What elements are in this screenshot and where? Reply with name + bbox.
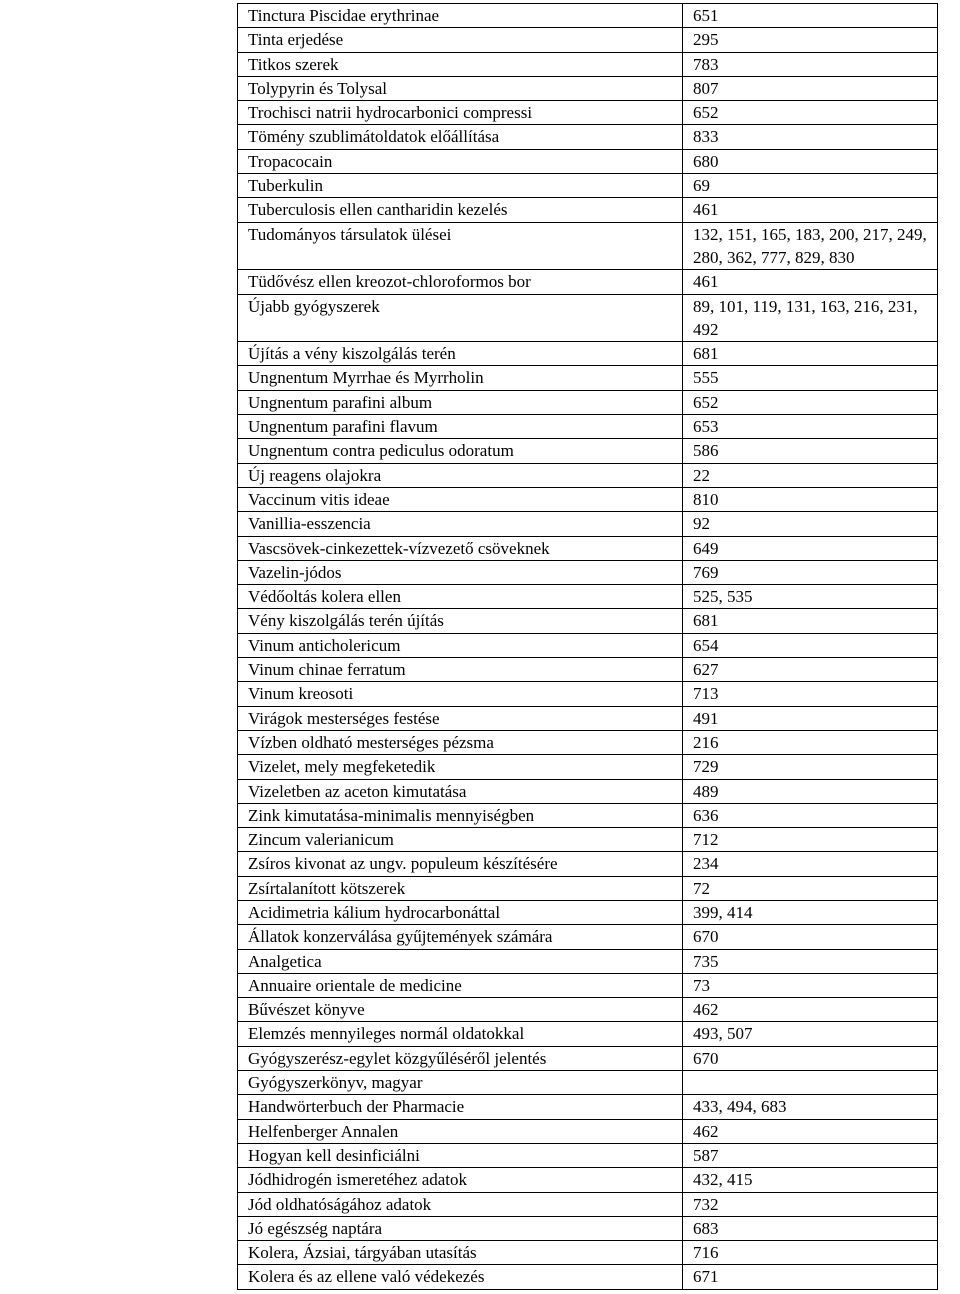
index-pages: 716 — [683, 1241, 938, 1265]
index-term: Újabb gyógyszerek — [238, 294, 683, 342]
index-term: Vinum anticholericum — [238, 633, 683, 657]
index-term: Tudományos társulatok ülései — [238, 222, 683, 270]
index-pages: 433, 494, 683 — [683, 1095, 938, 1119]
index-pages: 807 — [683, 76, 938, 100]
index-term: Jódhidrogén ismeretéhez adatok — [238, 1168, 683, 1192]
index-row — [238, 536, 938, 560]
index-term: Zincum valerianicum — [238, 828, 683, 852]
index-row — [238, 342, 938, 366]
index-term: Trochisci natrii hydrocarbonici compressi — [238, 101, 683, 125]
index-term: Vinum kreosoti — [238, 682, 683, 706]
index-term: Ungnentum Myrrhae és Myrrholin — [238, 366, 683, 390]
index-pages: 810 — [683, 487, 938, 511]
index-pages: 627 — [683, 658, 938, 682]
index-row — [238, 390, 938, 414]
index-term: Helfenberger Annalen — [238, 1119, 683, 1143]
index-term: Virágok mesterséges festése — [238, 706, 683, 730]
index-row — [238, 415, 938, 439]
index-row — [238, 609, 938, 633]
index-row — [238, 52, 938, 76]
index-term: Tinctura Piscidae erythrinae — [238, 4, 683, 28]
index-row — [238, 852, 938, 876]
index-row — [238, 294, 938, 342]
index-row — [238, 4, 938, 28]
index-term: Vascsövek-cinkezettek-vízvezető csöveknek — [238, 536, 683, 560]
index-pages: 555 — [683, 366, 938, 390]
index-row — [238, 149, 938, 173]
index-row — [238, 682, 938, 706]
index-term: Védőoltás kolera ellen — [238, 585, 683, 609]
index-pages — [683, 1071, 938, 1095]
index-term: Bűvészet könyve — [238, 998, 683, 1022]
index-term: Állatok konzerválása gyűjtemények számára — [238, 925, 683, 949]
index-row — [238, 222, 938, 270]
index-row — [238, 585, 938, 609]
index-term: Tuberculosis ellen cantharidin kezelés — [238, 198, 683, 222]
index-term: Vazelin-jódos — [238, 560, 683, 584]
index-row — [238, 366, 938, 390]
index-row — [238, 101, 938, 125]
index-row — [238, 463, 938, 487]
index-pages: 712 — [683, 828, 938, 852]
index-pages: 587 — [683, 1143, 938, 1167]
index-pages: 833 — [683, 125, 938, 149]
index-pages: 652 — [683, 390, 938, 414]
index-row — [238, 658, 938, 682]
index-pages: 636 — [683, 803, 938, 827]
index-table-body — [238, 4, 938, 1290]
index-row — [238, 1192, 938, 1216]
index-term: Annuaire orientale de medicine — [238, 973, 683, 997]
index-term: Jód oldhatóságához adatok — [238, 1192, 683, 1216]
subject-index-table — [237, 3, 938, 1290]
index-pages: 399, 414 — [683, 900, 938, 924]
index-pages: 491 — [683, 706, 938, 730]
index-pages: 783 — [683, 52, 938, 76]
index-term: Zsíros kivonat az ungv. populeum készítésére — [238, 852, 683, 876]
index-row — [238, 270, 938, 294]
index-pages: 295 — [683, 28, 938, 52]
index-pages: 462 — [683, 998, 938, 1022]
index-row — [238, 803, 938, 827]
index-row — [238, 1119, 938, 1143]
index-pages: 671 — [683, 1265, 938, 1289]
index-pages: 732 — [683, 1192, 938, 1216]
index-row — [238, 998, 938, 1022]
index-row — [238, 1071, 938, 1095]
index-pages: 72 — [683, 876, 938, 900]
index-term: Zsírtalanított kötszerek — [238, 876, 683, 900]
index-term: Handwörterbuch der Pharmacie — [238, 1095, 683, 1119]
index-term: Ungnentum contra pediculus odoratum — [238, 439, 683, 463]
index-term: Jó egészség naptára — [238, 1216, 683, 1240]
index-pages: 735 — [683, 949, 938, 973]
index-term: Analgetica — [238, 949, 683, 973]
index-row — [238, 706, 938, 730]
index-term: Kolera, Ázsiai, tárgyában utasítás — [238, 1241, 683, 1265]
index-row — [238, 1046, 938, 1070]
index-row — [238, 900, 938, 924]
index-term: Vaccinum vitis ideae — [238, 487, 683, 511]
index-row — [238, 1143, 938, 1167]
index-row — [238, 779, 938, 803]
index-term: Tuberkulin — [238, 174, 683, 198]
index-row — [238, 439, 938, 463]
index-row — [238, 633, 938, 657]
index-pages: 670 — [683, 925, 938, 949]
index-pages: 680 — [683, 149, 938, 173]
index-row — [238, 1168, 938, 1192]
index-row — [238, 1095, 938, 1119]
index-term: Tolypyrin és Tolysal — [238, 76, 683, 100]
index-pages: 69 — [683, 174, 938, 198]
index-pages: 683 — [683, 1216, 938, 1240]
index-term: Vízben oldható mesterséges pézsma — [238, 730, 683, 754]
index-pages: 586 — [683, 439, 938, 463]
index-row — [238, 1022, 938, 1046]
index-term: Elemzés mennyileges normál oldatokkal — [238, 1022, 683, 1046]
index-pages: 461 — [683, 198, 938, 222]
index-term: Gyógyszerész-egylet közgyűléséről jelentés — [238, 1046, 683, 1070]
index-pages: 651 — [683, 4, 938, 28]
index-pages: 653 — [683, 415, 938, 439]
index-pages: 489 — [683, 779, 938, 803]
index-term: Titkos szerek — [238, 52, 683, 76]
index-row — [238, 755, 938, 779]
index-pages: 132, 151, 165, 183, 200, 217, 249, 280, 362, 777, 829, 830 — [683, 222, 938, 270]
index-pages: 713 — [683, 682, 938, 706]
index-row — [238, 125, 938, 149]
index-row — [238, 560, 938, 584]
index-row — [238, 876, 938, 900]
index-row — [238, 198, 938, 222]
index-row — [238, 76, 938, 100]
index-pages: 681 — [683, 609, 938, 633]
index-pages: 525, 535 — [683, 585, 938, 609]
index-pages: 769 — [683, 560, 938, 584]
index-term: Kolera és az ellene való védekezés — [238, 1265, 683, 1289]
index-pages: 22 — [683, 463, 938, 487]
index-term: Vizelet, mely megfeketedik — [238, 755, 683, 779]
index-pages: 493, 507 — [683, 1022, 938, 1046]
index-term: Zink kimutatása-minimalis mennyiségben — [238, 803, 683, 827]
index-term: Hogyan kell desinficiálni — [238, 1143, 683, 1167]
index-pages: 652 — [683, 101, 938, 125]
index-pages: 234 — [683, 852, 938, 876]
index-row — [238, 1241, 938, 1265]
index-term: Vanillia-esszencia — [238, 512, 683, 536]
index-term: Ungnentum parafini flavum — [238, 415, 683, 439]
index-pages: 681 — [683, 342, 938, 366]
index-pages: 216 — [683, 730, 938, 754]
index-row — [238, 949, 938, 973]
index-row — [238, 730, 938, 754]
index-row — [238, 487, 938, 511]
index-row — [238, 973, 938, 997]
index-term: Vinum chinae ferratum — [238, 658, 683, 682]
index-pages: 461 — [683, 270, 938, 294]
index-row — [238, 828, 938, 852]
index-term: Tinta erjedése — [238, 28, 683, 52]
index-term: Tropacocain — [238, 149, 683, 173]
index-row — [238, 174, 938, 198]
index-term: Tüdővész ellen kreozot-chloroformos bor — [238, 270, 683, 294]
index-term: Tömény szublimátoldatok előállítása — [238, 125, 683, 149]
index-row — [238, 925, 938, 949]
index-row — [238, 512, 938, 536]
index-pages: 432, 415 — [683, 1168, 938, 1192]
index-term: Újítás a vény kiszolgálás terén — [238, 342, 683, 366]
index-row — [238, 1216, 938, 1240]
index-pages: 649 — [683, 536, 938, 560]
index-pages: 462 — [683, 1119, 938, 1143]
index-pages: 654 — [683, 633, 938, 657]
index-term: Ungnentum parafini album — [238, 390, 683, 414]
index-term: Acidimetria kálium hydrocarbonáttal — [238, 900, 683, 924]
index-term: Gyógyszerkönyv, magyar — [238, 1071, 683, 1095]
index-pages: 670 — [683, 1046, 938, 1070]
index-term: Vény kiszolgálás terén újítás — [238, 609, 683, 633]
index-term: Új reagens olajokra — [238, 463, 683, 487]
index-row — [238, 28, 938, 52]
index-row — [238, 1265, 938, 1289]
index-pages: 89, 101, 119, 131, 163, 216, 231, 492 — [683, 294, 938, 342]
index-pages: 729 — [683, 755, 938, 779]
index-term: Vizeletben az aceton kimutatása — [238, 779, 683, 803]
index-pages: 92 — [683, 512, 938, 536]
index-pages: 73 — [683, 973, 938, 997]
